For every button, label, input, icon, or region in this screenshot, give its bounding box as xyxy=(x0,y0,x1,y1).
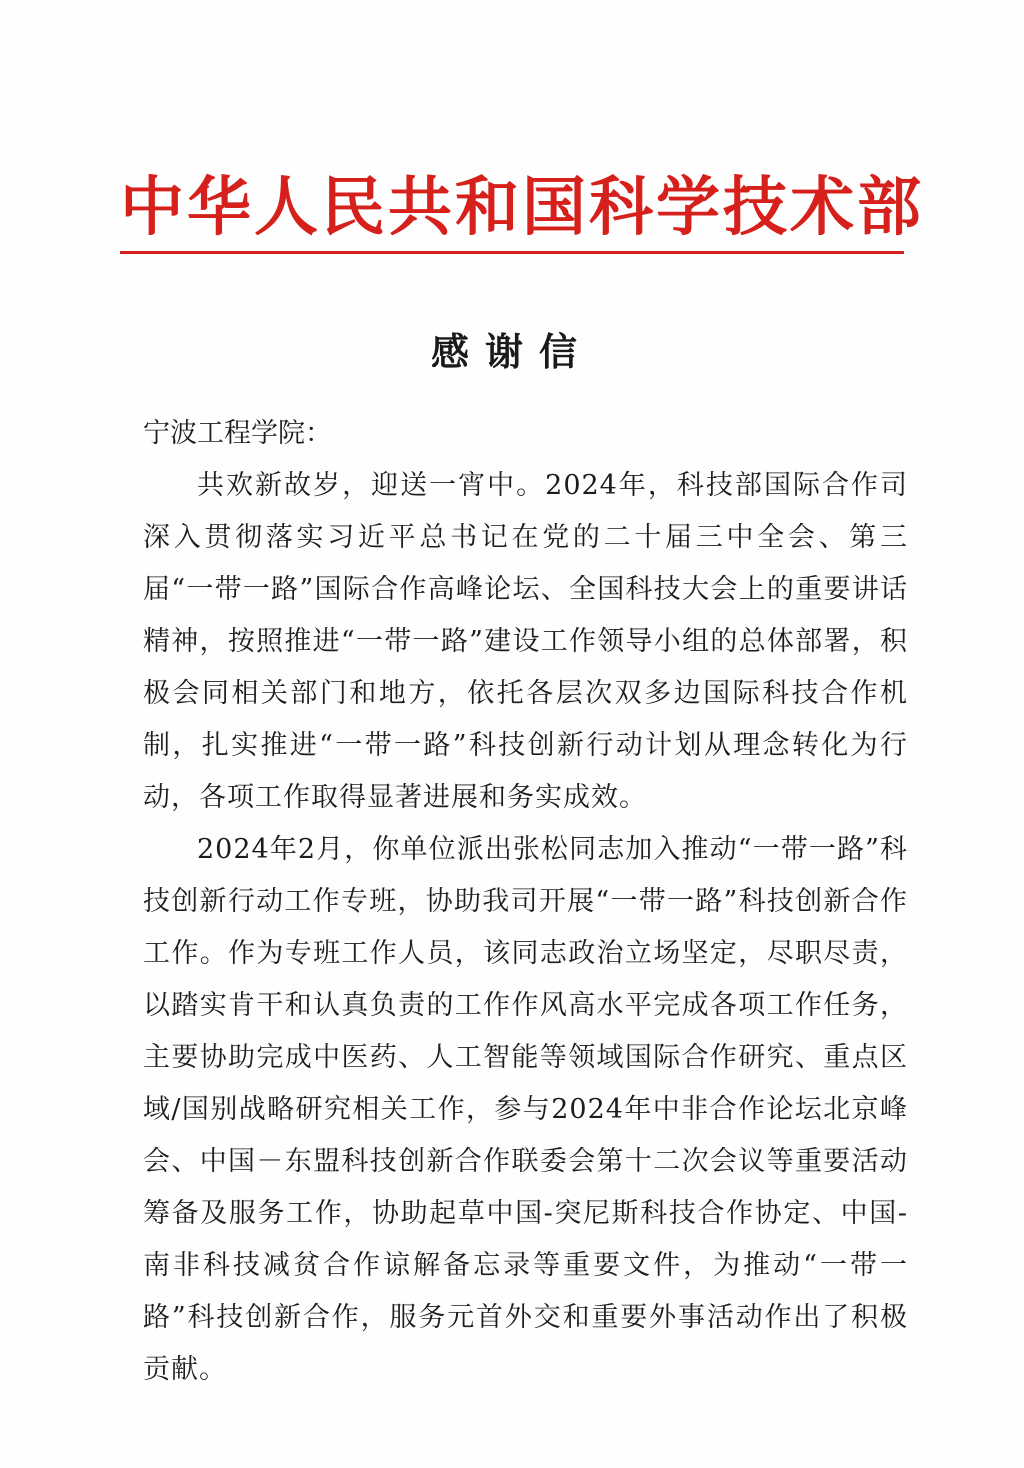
salutation: 宁波工程学院： xyxy=(143,418,332,449)
letter-body xyxy=(143,408,908,1396)
letterhead-divider xyxy=(120,251,904,254)
paragraph-1: 共欢新故岁，迎送一宵中。2024年，科技部国际合作司深入贯彻落实习近平总书记在党的二十届三中全会、第三届“一带一路”国际合作高峰论坛、全国科技大会上的重要讲话精神，按照推进“一带一路”建设工作领导小组的总体部署，积极会同相关部门和地方，依托各层次双多边国际科技合作机制，扎实推进“一带一路”科技创新行动计划从理念转化为行动，各项工作取得显著进展和务实成效。 xyxy=(143,470,908,813)
document-title: 感谢信 xyxy=(430,330,593,374)
letterhead-title: 中华人民共和国科学技术部 xyxy=(120,171,924,245)
paragraph-2: 2024年2月，你单位派出张松同志加入推动“一带一路”科技创新行动工作专班，协助我司开展“一带一路”科技创新合作工作。作为专班工作人员，该同志政治立场坚定，尽职尽责，以踏实肯干和认真负责的工作作风高水平完成各项工作任务，主要协助完成中医药、人工智能等领域国际合作研究、重点区域/国别战略研究相关工作，参与2024年中非合作论坛北京峰会、中国－东盟科技创新合作联委会第十二次会议等重要活动筹备及服务工作，协助起草中国-突尼斯科技合作协定、中国-南非科技减贫合作谅解备忘录等重要文件，为推动“一带一路”科技创新合作，服务元首外交和重要外事活动作出了积极贡献。 xyxy=(143,834,908,1385)
